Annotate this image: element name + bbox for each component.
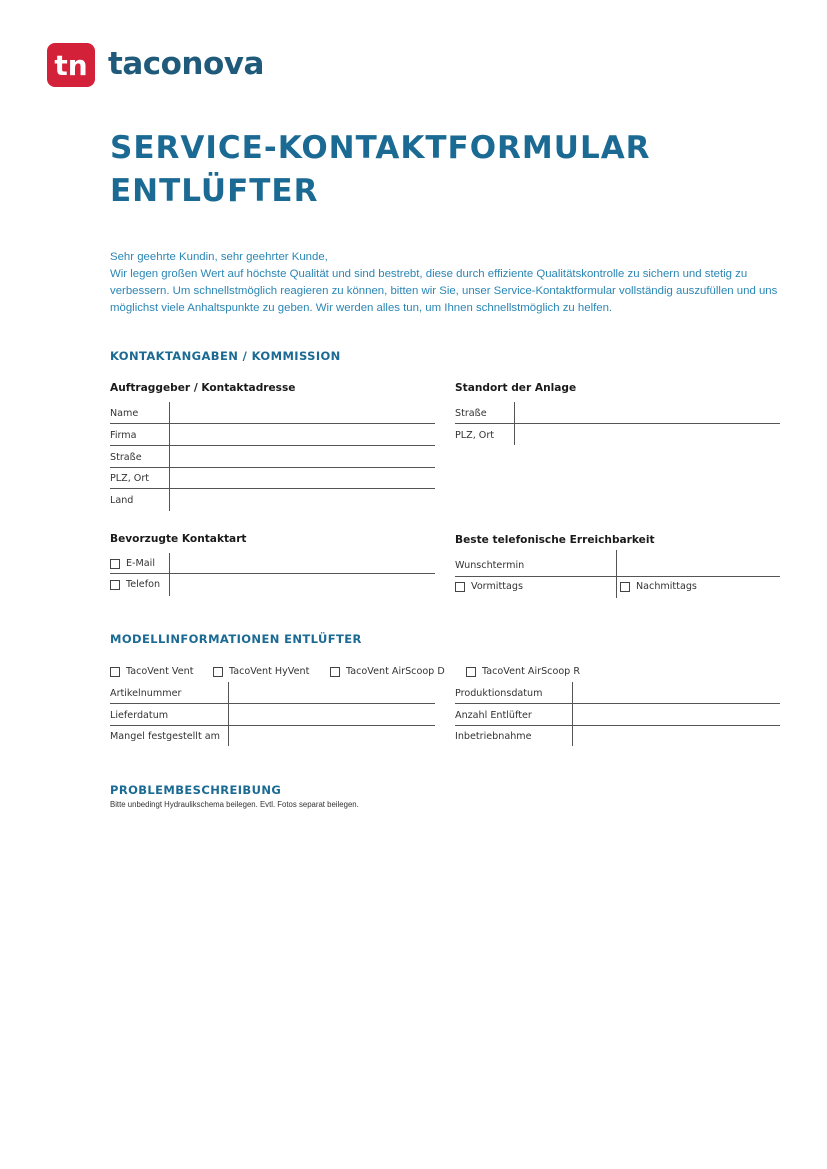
wish-appointment-field[interactable] <box>617 553 780 575</box>
option-morning[interactable] <box>455 581 523 592</box>
site-heading: Standort der Anlage <box>455 382 577 394</box>
client-zip-city-field[interactable] <box>170 469 435 489</box>
email-field[interactable] <box>170 553 435 573</box>
section-contact-heading: KONTAKTANGABEN / KOMMISSION <box>110 349 341 363</box>
tacovent-vent-label: TacoVent Vent <box>126 666 194 677</box>
morning-checkbox[interactable] <box>455 582 465 592</box>
commissioning-field[interactable] <box>573 727 780 746</box>
site-street-label: Straße <box>455 408 487 419</box>
page-title-line1: SERVICE-KONTAKTFORMULAR <box>110 130 651 166</box>
brand-name: taconova <box>108 46 264 82</box>
reachability-heading: Beste telefonische Erreichbarkeit <box>455 534 655 546</box>
afternoon-label: Nachmittags <box>636 581 697 592</box>
site-zip-city-label: PLZ, Ort <box>455 430 495 441</box>
client-country-label: Land <box>110 495 134 506</box>
email-checkbox[interactable] <box>110 559 120 569</box>
delivery-date-label: Lieferdatum <box>110 710 169 721</box>
intro-body: Wir legen großen Wert auf höchste Qualität und sind bestrebt, diese durch effiziente Qualitätskontrolle zu sichern und stetig zu verbessern. Um schnellstmöglich reagieren zu können, bitten wir Sie, unser Service-Kontaktformular vollständig auszufüllen und uns möglichst viele Anhaltspunkte zu geben. Wir werden alles tun, um Ihnen schnellstmöglich zu helfen. <box>110 268 778 314</box>
taconova-logo-icon <box>47 43 95 87</box>
intro-text <box>110 249 780 317</box>
tacovent-hyvent-checkbox[interactable] <box>213 667 223 677</box>
section-model-heading: MODELLINFORMATIONEN ENTLÜFTER <box>110 632 362 646</box>
production-date-label: Produktionsdatum <box>455 688 543 699</box>
problem-description-area[interactable] <box>110 815 780 1135</box>
option-afternoon[interactable] <box>620 581 697 592</box>
phone-checkbox[interactable] <box>110 580 120 590</box>
tacovent-airscoop-r-label: TacoVent AirScoop R <box>482 666 580 677</box>
vent-count-field[interactable] <box>573 705 780 725</box>
client-zip-city-label: PLZ, Ort <box>110 473 150 484</box>
logo-mark-text: tn <box>54 49 88 82</box>
afternoon-checkbox[interactable] <box>620 582 630 592</box>
article-number-label: Artikelnummer <box>110 688 182 699</box>
tacovent-hyvent-label: TacoVent HyVent <box>229 666 310 677</box>
wish-appointment-label: Wunschtermin <box>455 560 525 571</box>
client-name-field[interactable] <box>170 403 435 423</box>
problem-note: Bitte unbedingt Hydraulikschema beilegen. Evtl. Fotos separat beilegen. <box>110 800 359 809</box>
site-zip-city-field[interactable] <box>515 425 780 445</box>
defect-date-label: Mangel festgestellt am <box>110 731 221 742</box>
phone-label: Telefon <box>126 579 161 590</box>
intro-greeting: Sehr geehrte Kundin, sehr geehrter Kunde, <box>110 251 328 263</box>
client-street-field[interactable] <box>170 447 435 467</box>
client-company-label: Firma <box>110 430 137 441</box>
option-tacovent-airscoop-r[interactable] <box>466 666 580 677</box>
tacovent-airscoop-r-checkbox[interactable] <box>466 667 476 677</box>
option-tacovent-hyvent[interactable] <box>213 666 309 677</box>
client-country-field[interactable] <box>170 490 435 510</box>
tacovent-airscoop-d-checkbox[interactable] <box>330 667 340 677</box>
article-number-field[interactable] <box>229 683 435 703</box>
phone-field[interactable] <box>170 575 435 595</box>
defect-date-field[interactable] <box>229 727 435 746</box>
morning-label: Vormittags <box>471 581 523 592</box>
section-problem-heading: PROBLEMBESCHREIBUNG <box>110 783 282 797</box>
site-street-field[interactable] <box>515 403 780 423</box>
client-heading: Auftraggeber / Kontaktadresse <box>110 382 296 394</box>
tacovent-vent-checkbox[interactable] <box>110 667 120 677</box>
commissioning-label: Inbetriebnahme <box>455 731 532 742</box>
tacovent-airscoop-d-label: TacoVent AirScoop D <box>346 666 445 677</box>
option-tacovent-airscoop-d[interactable] <box>330 666 445 677</box>
vent-count-label: Anzahl Entlüfter <box>455 710 532 721</box>
production-date-field[interactable] <box>573 683 780 703</box>
delivery-date-field[interactable] <box>229 705 435 725</box>
option-tacovent-vent[interactable] <box>110 666 193 677</box>
preferred-contact-heading: Bevorzugte Kontaktart <box>110 533 247 545</box>
option-phone[interactable] <box>110 579 160 590</box>
email-label: E-Mail <box>126 558 156 569</box>
page-title-line2: ENTLÜFTER <box>110 173 319 209</box>
client-name-label: Name <box>110 408 139 419</box>
client-company-field[interactable] <box>170 425 435 445</box>
client-street-label: Straße <box>110 452 142 463</box>
option-email[interactable] <box>110 558 155 569</box>
